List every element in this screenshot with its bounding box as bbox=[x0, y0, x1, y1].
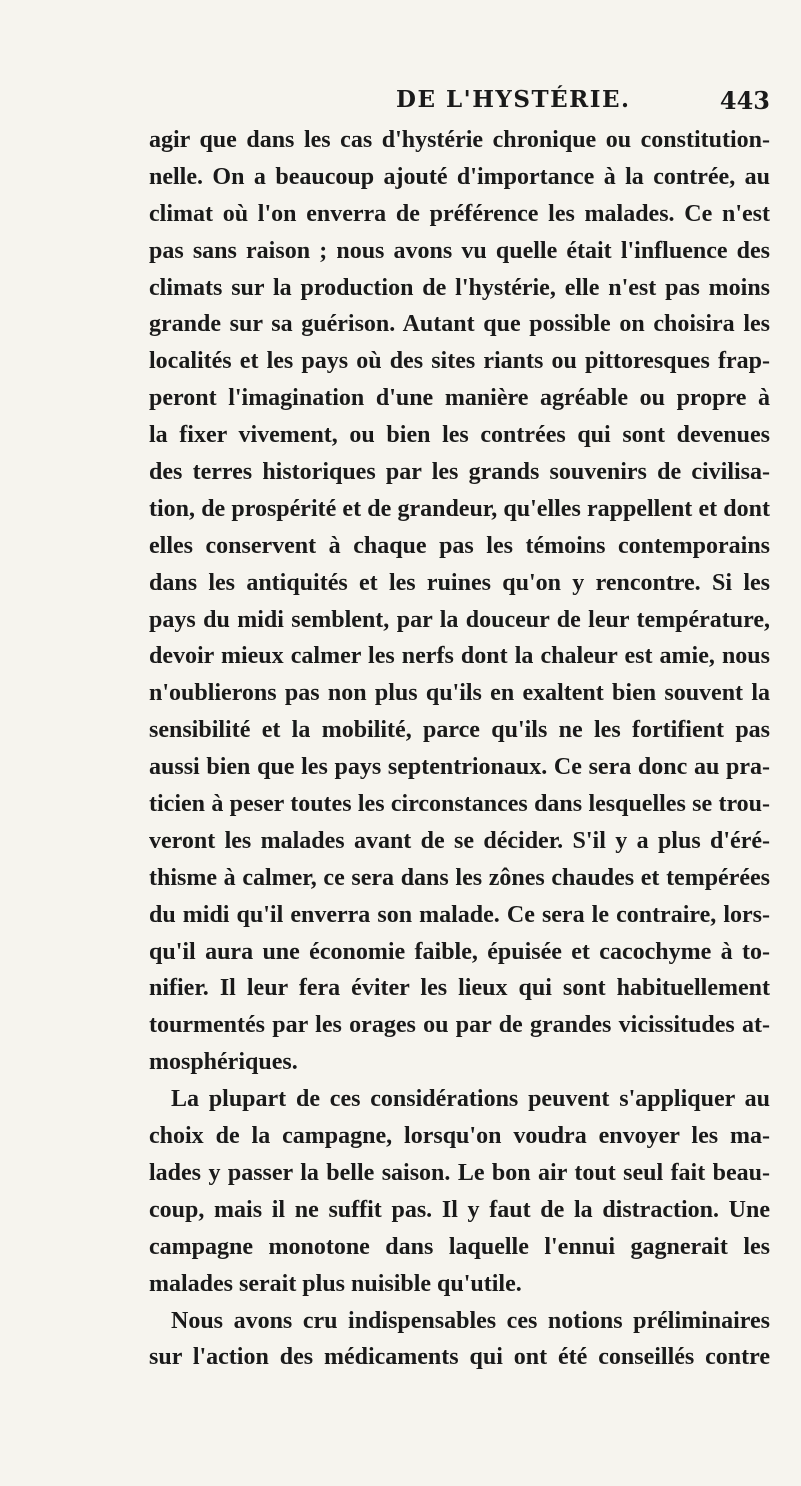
text-line: n'oublierons pas non plus qu'ils en exaltent bien souvent la bbox=[149, 680, 770, 707]
text-line: climats sur la production de l'hystérie, elle n'est pas moins bbox=[149, 274, 770, 301]
text-line: devoir mieux calmer les nerfs dont la chaleur est amie, nous bbox=[149, 643, 770, 670]
text-line: tion, de prospérité et de grandeur, qu'elles rappellent et dont bbox=[149, 495, 770, 522]
text-line: climat où l'on enverra de préférence les malades. Ce n'est bbox=[149, 200, 770, 227]
text-line: mosphériques. bbox=[149, 1049, 298, 1076]
text-line: du midi qu'il enverra son malade. Ce sera le contraire, lors- bbox=[149, 901, 770, 928]
text-line: coup, mais il ne suffit pas. Il y faut de la distraction. Une bbox=[149, 1196, 770, 1223]
text-line: nelle. On a beaucoup ajouté d'importance à la contrée, au bbox=[149, 163, 770, 190]
text-line: agir que dans les cas d'hystérie chronique ou constitution- bbox=[149, 127, 770, 153]
text-line: nifier. Il leur fera éviter les lieux qui sont habituellement bbox=[149, 975, 770, 1002]
text-line: la fixer vivement, ou bien les contrées qui sont devenues bbox=[149, 422, 770, 449]
running-title: DE L'HYSTÉRIE. bbox=[396, 86, 631, 113]
text-line: pas sans raison ; nous avons vu quelle était l'influence des bbox=[149, 237, 770, 264]
text-line: peront l'imagination d'une manière agréable ou propre à bbox=[149, 385, 770, 412]
text-line: localités et les pays où des sites riants ou pittoresques frap- bbox=[149, 348, 770, 375]
text-line: pays du midi semblent, par la douceur de leur température, bbox=[149, 606, 770, 633]
text-line: La plupart de ces considérations peuvent s'appliquer au bbox=[171, 1086, 770, 1113]
text-line: aussi bien que les pays septentrionaux. Ce sera donc au pra- bbox=[149, 754, 770, 781]
page-number: 443 bbox=[719, 86, 770, 115]
text-line: lades y passer la belle saison. Le bon air tout seul fait beau- bbox=[149, 1159, 770, 1186]
body-text bbox=[149, 122, 770, 1376]
text-line: thisme à calmer, ce sera dans les zônes chaudes et tempérées bbox=[149, 864, 770, 891]
text-line: qu'il aura une économie faible, épuisée et cacochyme à to- bbox=[149, 938, 770, 965]
running-head bbox=[150, 86, 770, 118]
text-line: Nous avons cru indispensables ces notions préliminaires bbox=[171, 1307, 770, 1334]
text-line: sensibilité et la mobilité, parce qu'ils ne les fortifient pas bbox=[149, 717, 770, 744]
text-line: choix de la campagne, lorsqu'on voudra envoyer les ma- bbox=[149, 1123, 770, 1150]
text-line: tourmentés par les orages ou par de grandes vicissitudes at- bbox=[149, 1012, 770, 1039]
text-line: sur l'action des médicaments qui ont été conseillés contre bbox=[149, 1344, 770, 1371]
text-line: elles conservent à chaque pas les témoins contemporains bbox=[149, 532, 770, 559]
text-line: des terres historiques par les grands souvenirs de civilisa- bbox=[149, 459, 770, 486]
text-line: dans les antiquités et les ruines qu'on y rencontre. Si les bbox=[149, 569, 770, 596]
text-line: grande sur sa guérison. Autant que possible on choisira les bbox=[149, 311, 770, 338]
text-line: ticien à peser toutes les circonstances dans lesquelles se trou- bbox=[149, 791, 770, 818]
text-line: malades serait plus nuisible qu'utile. bbox=[149, 1270, 522, 1297]
text-line: veront les malades avant de se décider. S'il y a plus d'éré- bbox=[149, 827, 770, 854]
text-line: campagne monotone dans laquelle l'ennui gagnerait les bbox=[149, 1233, 770, 1260]
